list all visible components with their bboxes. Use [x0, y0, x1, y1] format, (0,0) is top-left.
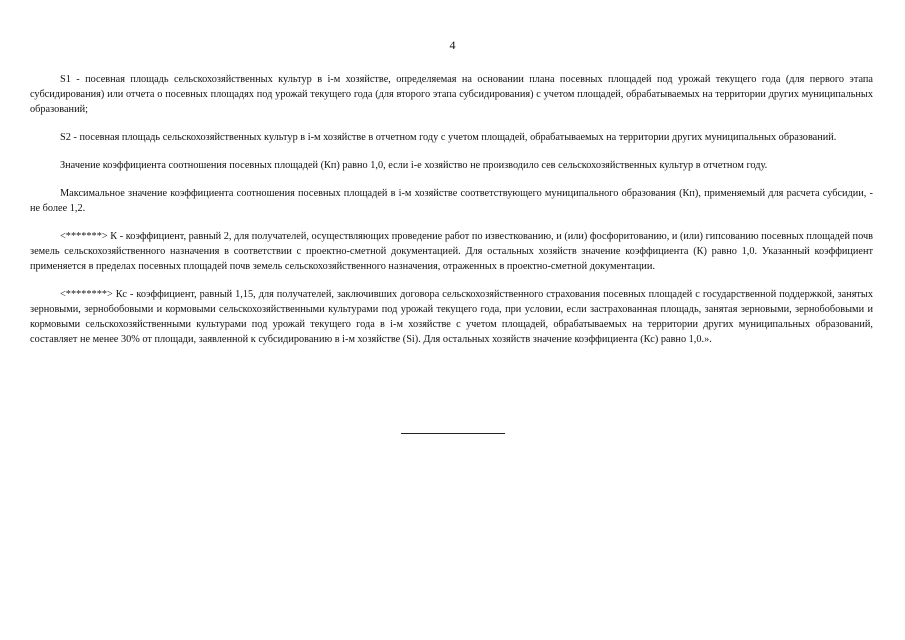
paragraph-kc-coefficient: <********> Кс - коэффициент, равный 1,15, для получателей, заключивших договора сельскохозяйственного страхования посевных площадей с государственной поддержкой, занятых зерновыми, зернобобовыми и кормовыми сельскохозяйственными культурами под урожай текущего года, при условии, если застрахованная площадь, занятая зерновыми, зернобобовыми и кормовыми сельскохозяйственными культурами под урожай текущего года в i-м хозяйстве с учетом площадей, обрабатываемых на территории других муниципальных образований, составляет не менее 30% от площади, заявленной к субсидированию в i-м хозяйстве (Si). Для остальных хозяйств значение коэффициента (Кс) равно 1,0.».	[30, 289, 873, 345]
page-number: 4	[449, 38, 456, 52]
paragraph-s2-definition: S2 - посевная площадь сельскохозяйственных культур в i-м хозяйстве в отчетном году с учетом площадей, обрабатываемых на территории других муниципальных образований.	[60, 132, 837, 143]
paragraph-s1-definition: S1 - посевная площадь сельскохозяйственных культур в i-м хозяйстве, определяемая на основании плана посевных площадей под урожай текущего года (для первого этапа субсидирования) или отчета о посевных площадях под урожай текущего года (для второго этапа субсидирования) с учетом площадей, обрабатываемых на территории других муниципальных образований;	[30, 74, 873, 115]
paragraph-kp-maximum: Максимальное значение коэффициента соотношения посевных площадей в i-м хозяйстве соответствующего муниципального образования (Кп), применяемый для расчета субсидии, - не более 1,2.	[30, 188, 873, 214]
paragraph-kp-value: Значение коэффициента соотношения посевных площадей (Кп) равно 1,0, если i-е хозяйство не производило сев сельскохозяйственных культур в отчетном году.	[60, 160, 768, 171]
document-body	[30, 72, 873, 360]
end-divider	[401, 433, 505, 434]
paragraph-k-coefficient: <*******> К - коэффициент, равный 2, для получателей, осуществляющих проведение работ по известкованию, и (или) фосфоритованию, и (или) гипсованию посевных площадей почв земель сельскохозяйственного назначения в соответствии с проектно-сметной документацией. Для остальных хозяйств значение коэффициента (К) равно 1,0. Указанный коэффициент применяется в пределах посевных площадей почв земель сельскохозяйственного назначения, отраженных в проектно-сметной документации.	[30, 231, 873, 272]
